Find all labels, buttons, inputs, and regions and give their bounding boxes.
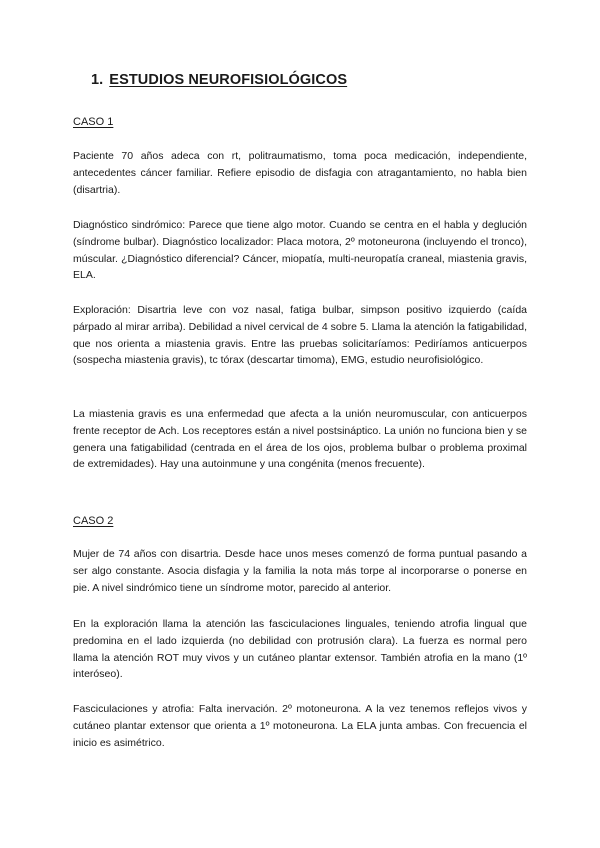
case-1-heading: CASO 1 [73,116,114,128]
case-2-paragraph: En la exploración llama la atención las fasciculaciones linguales, teniendo atrofia lingual que predomina en el lado izquierda (no debilidad con protrusión clara). La fuerza es normal pero llama la atención ROT muy vivos y un cutáneo plantar extensor. También atrofia en la mano (1º interóseo). [73,618,527,681]
case-1-paragraph: Paciente 70 años adeca con rt, politraumatismo, toma poca medicación, independiente, antecedentes cáncer familiar. Refiere episodio de disfagia con atragantamiento, no habla bien (disartria). [73,150,527,196]
section-number: 1. [91,72,104,88]
case-2-paragraph: Fasciculaciones y atrofia: Falta inervación. 2º motoneurona. A la vez tenemos reflejos vivos y cutáneo plantar extensor que orienta a 1º motoneurona. La ELA junta ambas. Con frecuencia el inicio es asimétrico. [73,703,527,749]
case-2-paragraph: Mujer de 74 años con disartria. Desde hace unos meses comenzó de forma puntual pasando a ser algo constante. Asocia disfagia y la familia la nota más torpe al incorporarse o ponerse en pie. A nivel sindrómico tiene un síndrome motor, parecido al anterior. [73,548,527,594]
case-1-paragraph: Exploración: Disartria leve con voz nasal, fatiga bulbar, simpson positivo izquierdo (caída párpado al mirar arriba). Debilidad a nivel cervical de 4 sobre 5. Llama la atención la fatigabilidad, que nos orienta a miastenia gravis. Entre las pruebas solicitaríamos: Pediríamos anticuerpos (sospecha miastenia gravis), tc tórax (descartar timoma), EMG, estudio neurofisiológico. [73,304,527,367]
case-1-paragraph: Diagnóstico sindrómico: Parece que tiene algo motor. Cuando se centra en el habla y deglución (síndrome bulbar). Diagnóstico localizador: Placa motora, 2º motoneurona (incluyendo el tronco), múscular. ¿Diagnóstico diferencial? Cáncer, miopatía, multi-neuropatía craneal, miastenia gravis, ELA. [73,219,527,282]
case-1-paragraph: La miastenia gravis es una enfermedad que afecta a la unión neuromuscular, con anticuerpos frente receptor de Ach. Los receptores están a nivel postsináptico. La unión no funciona bien y se genera una fatigabilidad (centrada en el área de los ojos, problema bulbar o problema proximal de extremidades). Hay una autoinmune y una congénita (menos frecuente). [73,408,527,471]
section-title-text: ESTUDIOS NEUROFISIOLÓGICOS [109,72,348,88]
section-title [91,72,347,88]
case-2-heading: CASO 2 [73,515,114,527]
